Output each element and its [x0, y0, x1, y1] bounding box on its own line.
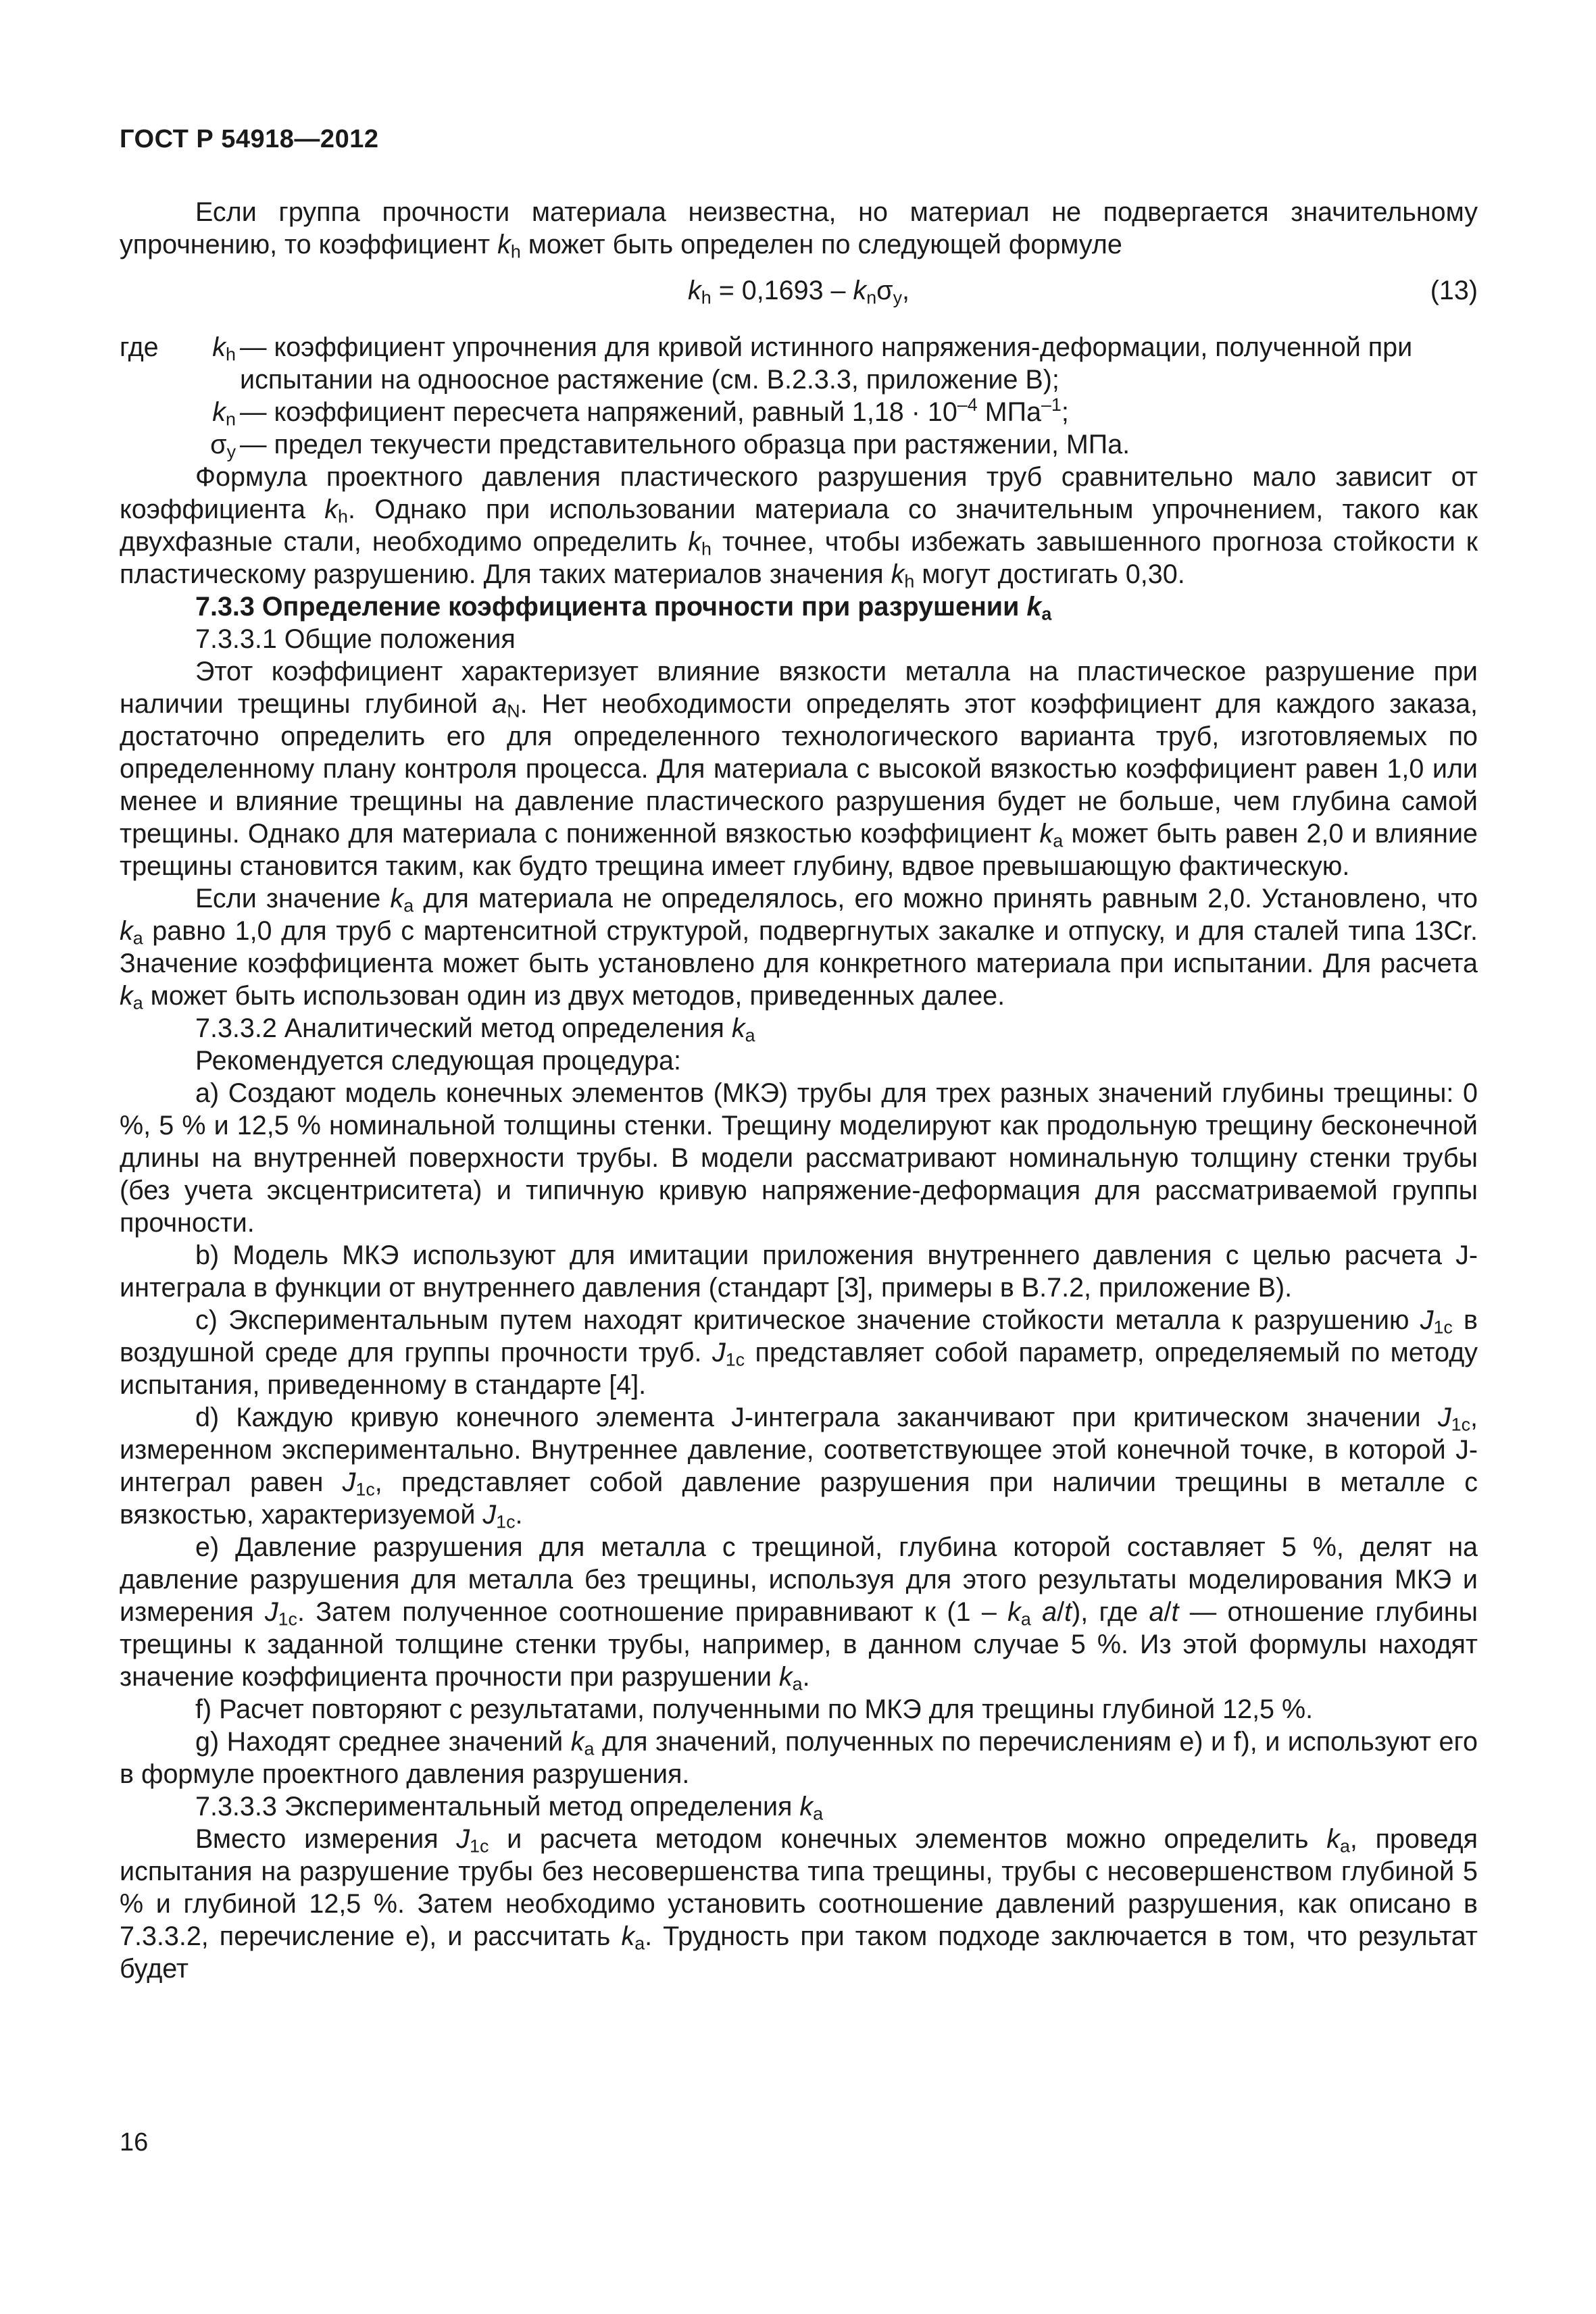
symbol-definitions [120, 331, 1478, 461]
paragraph: Если значение $k_a$ для материала не определялось, его можно принять равным 2,0. Установлено, что $k_a$ равно 1,0 для труб с мартенситной структурой, подвергнутых закалке и отпуску, и для сталей типа 13Cr. Значение коэффициента может быть установлено для конкретного материала при испытании. Для расчета $k_a$ может быть использован один из двух методов, приведенных далее. [120, 884, 1478, 1013]
paragraph: Формула проектного давления пластического разрушения труб сравнительно мало зависит от коэффициента $k_h$. Однако при использовании материала со значительным упрочнением, такого как двухфазные стали, необходимо определить $k_h$ точнее, чтобы избежать завышенного прогноза стойкости к пластическому разрушению. Для таких материалов значения $k_h$ могут достигать 0,30. [120, 462, 1478, 592]
definition-text: — коэффициент пересчета напряжений, равный $1,18 \cdot 10^{-4}$ МПа$^{-1}$; [240, 395, 1069, 427]
list-item-b: b) Модель МКЭ используют для имитации приложения внутреннего давления с целью расчета J-интеграла в функции от внутреннего давления (стандарт [3], примеры в В.7.2, приложение В). [120, 1240, 1478, 1303]
definition-symbol: $\sigma_y$ [210, 430, 236, 462]
list-item-f: f) Расчет повторяют с результатами, полученными по МКЭ для трещины глубиной 12,5 %. [195, 1694, 1314, 1724]
subsection-heading-7-3-3-1: 7.3.3.1 Общие положения [195, 624, 516, 654]
definition-symbol: $k_h$ [212, 332, 236, 365]
definition-kn [120, 396, 1478, 428]
paragraph: Этот коэффициент характеризует влияние вязкости металла на пластическое разрушение при наличии трещины глубиной $a_N$. Нет необходимости определять этот коэффициент для каждого заказа, достаточно определить его для определенного технологического варианта труб, изготовляемых по определенному плану контроля процесса. Для материала с высокой вязкостью коэффициент равен 1,0 или менее и влияние трещины на давление пластического разрушения будет не больше, чем глубина самой трещины. Однако для материала с пониженной вязкостью коэффициент $k_a$ может быть равен 2,0 и влияние трещины становится таким, как будто трещина имеет глубину, вдвое превышающую фактическую. [120, 657, 1478, 881]
list-item-e: e) Давление разрушения для металла с трещиной, глубина которой составляет 5 %, делят на давление разрушения для металла без трещины, используя для этого результаты моделирования МКЭ и измерения $J_{1c}$. Затем полученное соотношение приравнивают к ($1 - k_a$ a/t), где a/t — отношение глубины трещины к заданной толщине стенки трубы, например, в данном случае 5 %. Из этой формулы находят значение коэффициента прочности при разрушении $k_a$. [120, 1532, 1478, 1694]
page-number: 16 [120, 2128, 149, 2157]
document-header: ГОСТ Р 54918—2012 [120, 125, 379, 153]
paragraph: Рекомендуется следующая процедура: [195, 1046, 682, 1076]
subsection-heading-7-3-3-2: 7.3.3.2 Аналитический метод определения $k_a$ [195, 1013, 755, 1046]
definition-text: — предел текучести представительного образца при растяжении, МПа. [240, 430, 1130, 459]
list-item-g: g) Находят среднее значений $k_a$ для значений, полученных по перечислениям e) и f), и используют его в формуле проектного давления разрушения. [120, 1727, 1478, 1789]
section-heading-7-3-3: 7.3.3 Определение коэффициента прочности при разрушении $k_a$ [195, 592, 1052, 624]
document-body [120, 196, 1478, 1985]
definition-sigma-y [120, 428, 1478, 461]
formula-expression: $k_h = 0,1693 - k_n\sigma_y$, [688, 276, 909, 308]
formula-13 [120, 274, 1478, 309]
paragraph: Вместо измерения $J_{1c}$ и расчета методом конечных элементов можно определить $k_a$, проведя испытания на разрушение трубы без несовершенства типа трещины, трубы с несовершенством глубиной 5 % и глубиной 12,5 %. Затем необходимо установить соотношение давлений разрушения, как описано в 7.3.3.2, перечисление e), и рассчитать $k_a$. Трудность при таком подходе заключается в том, что результат будет [120, 1824, 1478, 1984]
definition-symbol: $k_n$ [212, 397, 236, 430]
list-item-d: d) Каждую кривую конечного элемента J-интеграла заканчивают при критическом значении $J_{1c}$, измеренном экспериментально. Внутреннее давление, соответствующее этой конечной точке, в которой J-интеграл равен $J_{1c}$, представляет собой давление разрушения при наличии трещины в металле с вязкостью, характеризуемой $J_{1c}$. [120, 1403, 1478, 1532]
subsection-heading-7-3-3-3: 7.3.3.3 Экспериментальный метод определения $k_a$ [195, 1792, 824, 1824]
paragraph: Если группа прочности материала неизвестна, но материал не подвергается значительному упрочнению, то коэффициент $k_h$ может быть определен по следующей формуле [120, 197, 1478, 262]
definition-kh [120, 331, 1478, 396]
list-item-a: a) Создают модель конечных элементов (МКЭ) трубы для трех разных значений глубины трещины: 0 %, 5 % и 12,5 % номинальной толщины стенки. Трещину моделируют как продольную трещину бесконечной длины на внутренней поверхности трубы. В модели рассматривают номинальную толщину стенки трубы (без учета эксцентриситета) и типичную кривую напряжение-деформация для рассматриваемой группы прочности. [120, 1078, 1478, 1238]
list-item-c: c) Экспериментальным путем находят критическое значение стойкости металла к разрушению $J_{1c}$ в воздушной среде для группы прочности труб. $J_{1c}$ представляет собой параметр, определяемый по методу испытания, приведенному в стандарте [4]. [120, 1305, 1478, 1400]
definition-prefix: где [120, 332, 159, 362]
formula-number: (13) [1430, 276, 1478, 305]
definition-text: — коэффициент упрочнения для кривой истинного напряжения-деформации, полученной при испытании на одноосное растяжение (см. В.2.3.3, приложение В); [240, 332, 1413, 395]
